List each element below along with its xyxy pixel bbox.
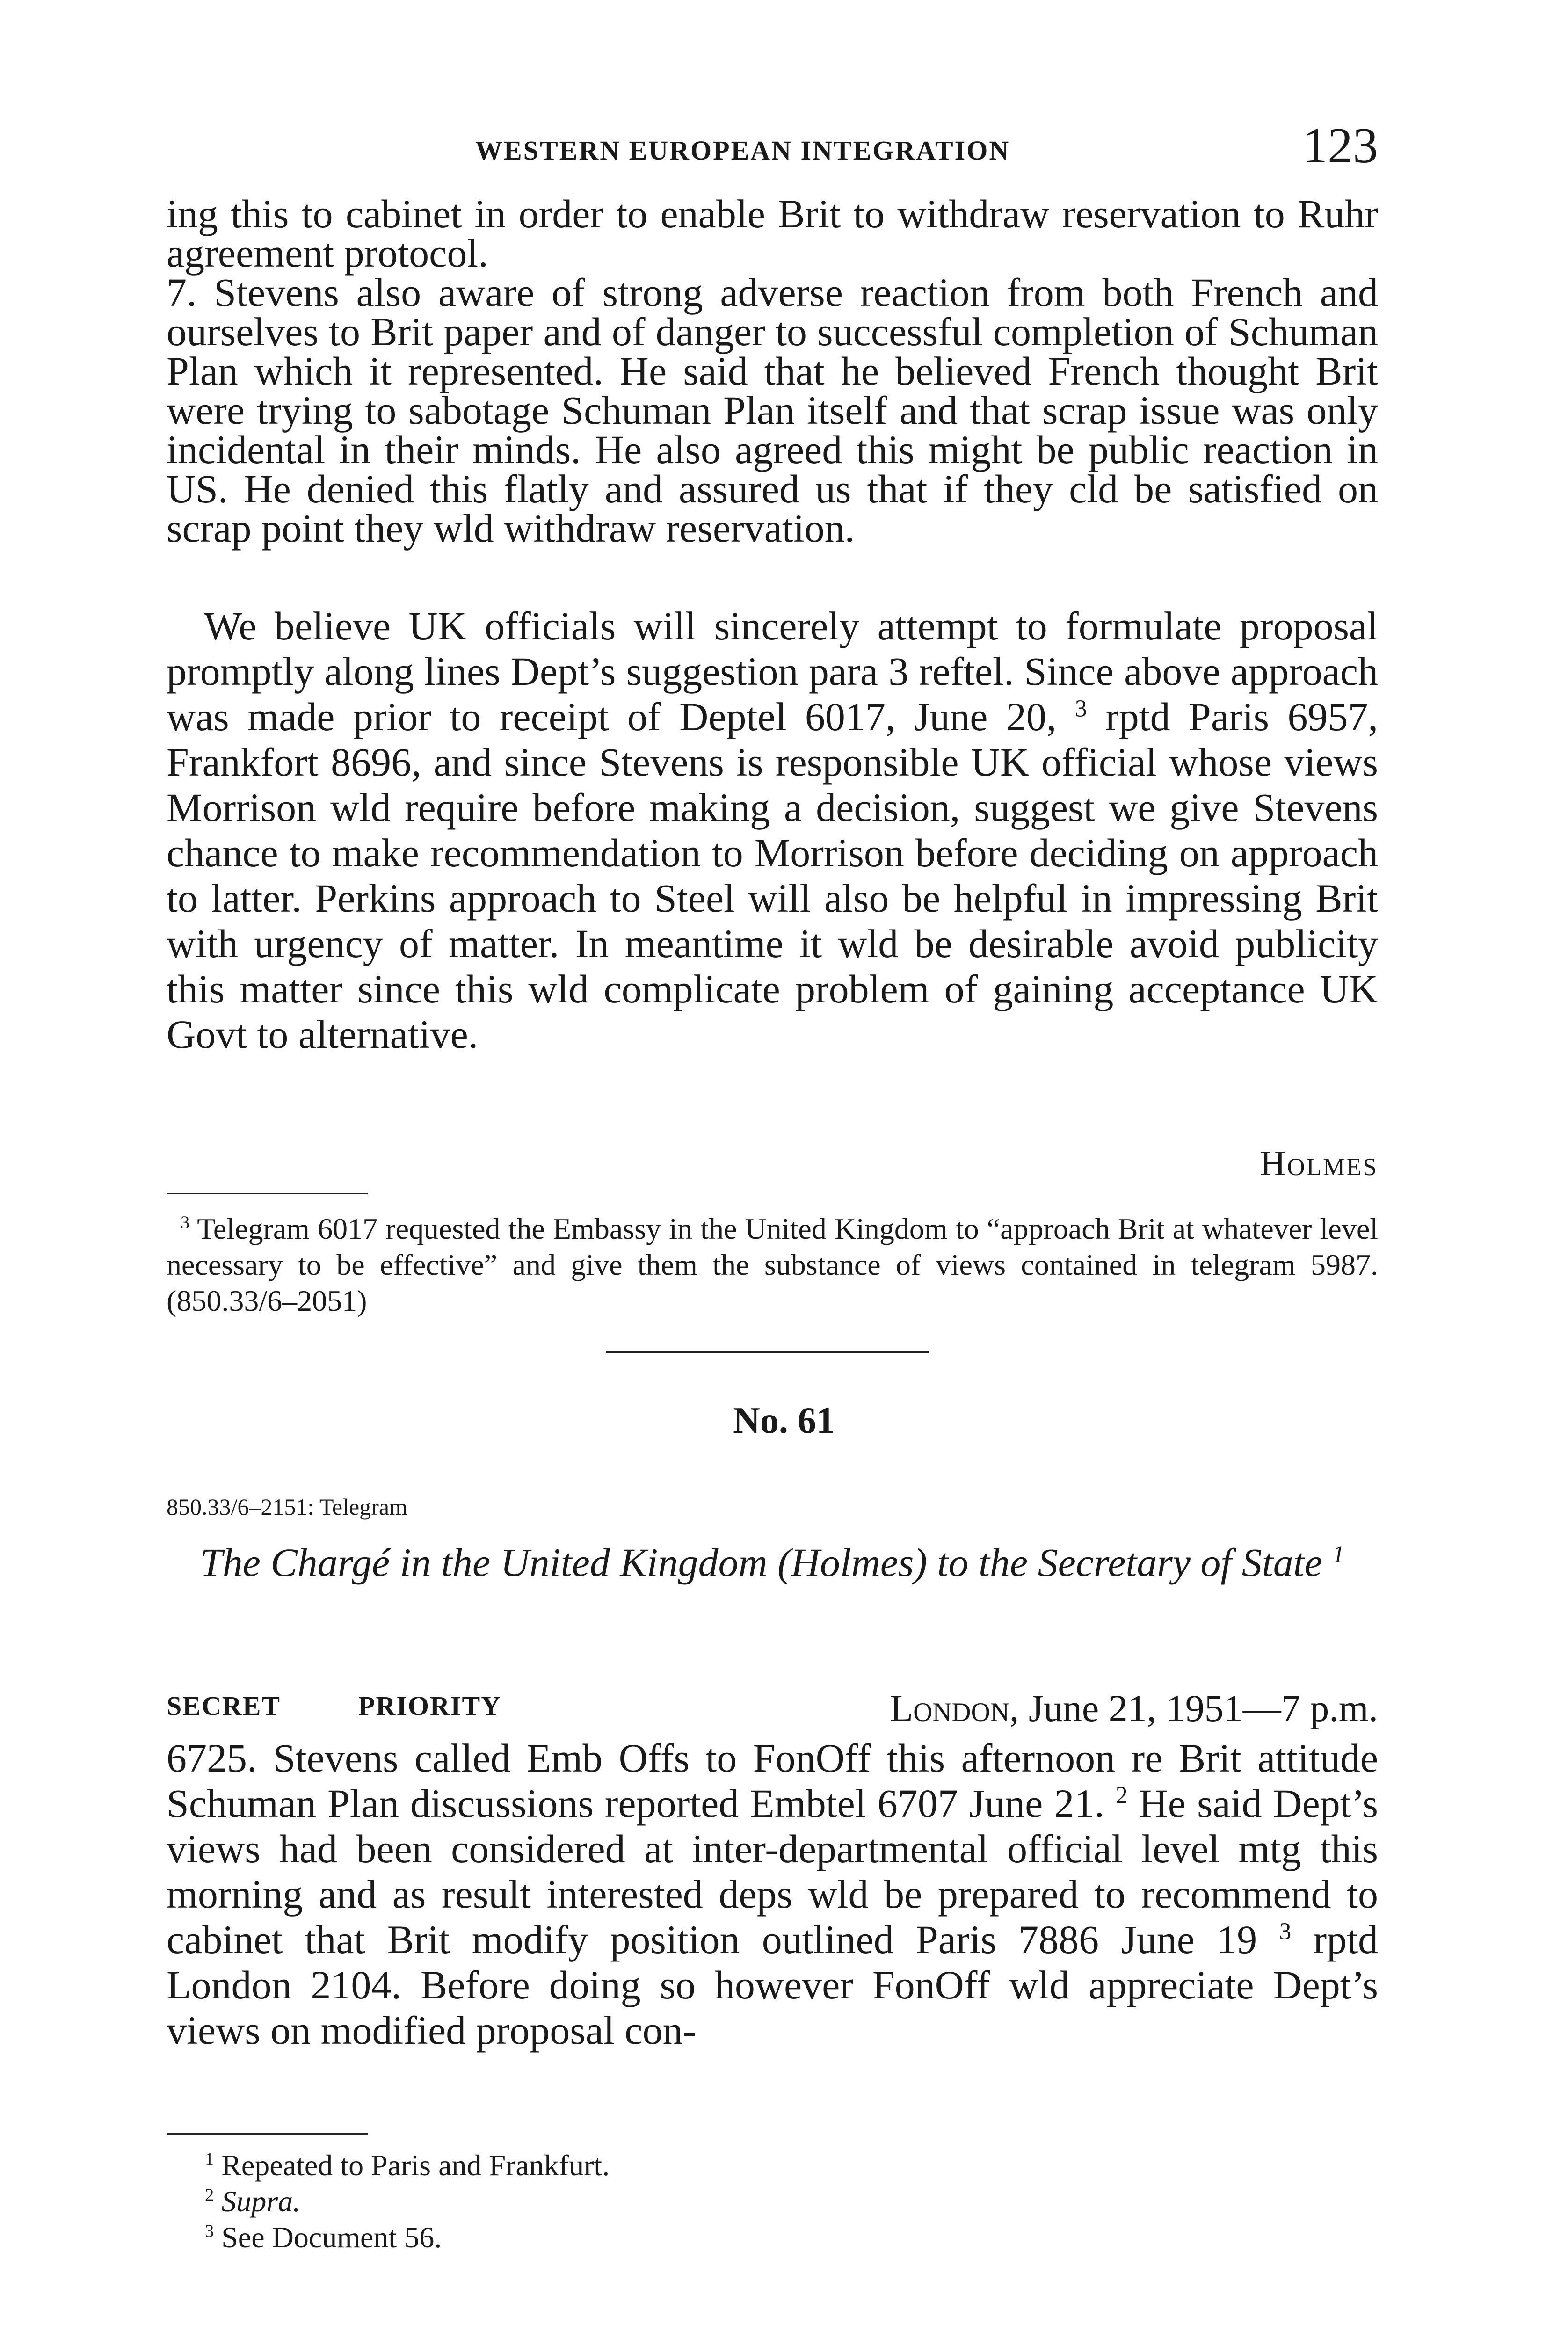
footnote-rule xyxy=(167,1193,368,1194)
precedence-label: PRIORITY xyxy=(358,1691,502,1721)
belief-paragraph xyxy=(167,603,1378,1057)
page-number: 123 xyxy=(1302,118,1378,174)
footnote-ref: 3 xyxy=(1074,695,1087,722)
date: , June 21, 1951—7 p.m. xyxy=(1009,1687,1378,1729)
footnote-list xyxy=(167,2147,1378,2255)
footnote-marker: 3 xyxy=(205,2221,214,2241)
footnote-marker: 3 xyxy=(181,1213,190,1233)
footnote-prev-text xyxy=(167,1211,1378,1319)
file-reference: 850.33/6–2151: Telegram xyxy=(167,1494,407,1520)
continued-text xyxy=(167,191,1378,551)
footnote-text: See Document 56. xyxy=(221,2221,442,2254)
belief-section xyxy=(167,603,1378,1057)
place: London xyxy=(889,1687,1009,1729)
running-head xyxy=(167,117,1378,182)
telegram-paragraph xyxy=(167,1736,1378,2053)
footnote-rule xyxy=(167,2133,368,2135)
section-divider xyxy=(606,1351,929,1353)
document-number: No. 61 xyxy=(733,1400,835,1441)
telegram-part-1: 6725. Stevens called Emb Offs to FonOff this afternoon re Brit attitude Schuman Plan discussions reported Embtel 6707 June 21. xyxy=(167,1736,1378,1826)
telegram-text xyxy=(167,1736,1378,2053)
item-7-paragraph: 7. Stevens also aware of strong adverse reaction from both French and ourselves to Brit paper and of danger to successful completion of Schuman Plan which it represented. He said that he believed French thought Brit were trying to sabotage Schuman Plan itself and that scrap issue was only incidental in their minds. He also agreed this might be public reaction in US. He denied this flatly and assured us that if they cld be satisfied on scrap point they wld withdraw reservation. xyxy=(167,270,1378,551)
footnote-text: Repeated to Paris and Frankfurt. xyxy=(221,2149,610,2182)
telegram-part-3: rptd London 2104. Before doing so however FonOff wld appreciate Dept’s views on modified proposal con- xyxy=(167,1917,1379,2053)
footnote-text: Telegram 6017 requested the Embassy in the United Kingdom to “approach Brit at whatever level necessary to be effective” and give them the substance of views contained in telegram 5987. (850.33/6–2051) xyxy=(167,1212,1379,1317)
belief-text-before: We believe UK officials will sincerely attempt to formulate proposal promptly along lines Dept’s suggestion para 3 reftel. Since above approach was made prior to receipt of Deptel 6017, June 20, xyxy=(167,603,1378,739)
document-title-text: The Chargé in the United Kingdom (Holmes) to the Secretary of State xyxy=(200,1540,1322,1585)
footnote-ref: 3 xyxy=(1279,1918,1292,1945)
telegram-part-2: He said Dept’s views had been considered at inter-departmental official level mtg this morning and as result interested deps wld be prepared to recommend to cabinet that Brit modify position outlined Paris 7886 June 19 xyxy=(167,1781,1379,1962)
footnote-marker: 2 xyxy=(205,2185,214,2205)
footnote-prev xyxy=(167,1211,1378,1319)
signature: Holmes xyxy=(1260,1144,1378,1183)
footnote-item xyxy=(167,2219,1378,2255)
footnote-ref: 2 xyxy=(1115,1782,1128,1809)
footnote-marker: 1 xyxy=(205,2149,214,2169)
footnote-text: Supra. xyxy=(221,2185,301,2218)
classification-label: SECRET xyxy=(167,1691,281,1721)
footnote-item xyxy=(167,2147,1378,2183)
classification-line xyxy=(167,1686,1378,1738)
belief-text-after: rptd Paris 6957, Frankfort 8696, and since Stevens is responsible UK official whose views Morrison wld require before making a decision, suggest we give Stevens chance to make recommendation to Morrison before deciding on approach to latter. Perkins approach to Steel will also be helpful in impressing Brit with urgency of matter. In meantime it wld be desirable avoid publicity this matter since this wld complicate problem of gaining acceptance UK Govt to alternative. xyxy=(167,694,1378,1057)
continuation-paragraph: ing this to cabinet in order to enable Brit to withdraw reservation to Ruhr agreement protocol. xyxy=(167,191,1378,276)
document-title xyxy=(167,1539,1378,1586)
running-title: WESTERN EUROPEAN INTEGRATION xyxy=(475,135,1010,166)
title-footnote-ref: 1 xyxy=(1332,1541,1345,1568)
footnote-item xyxy=(167,2183,1378,2219)
place-date xyxy=(890,1686,1378,1730)
